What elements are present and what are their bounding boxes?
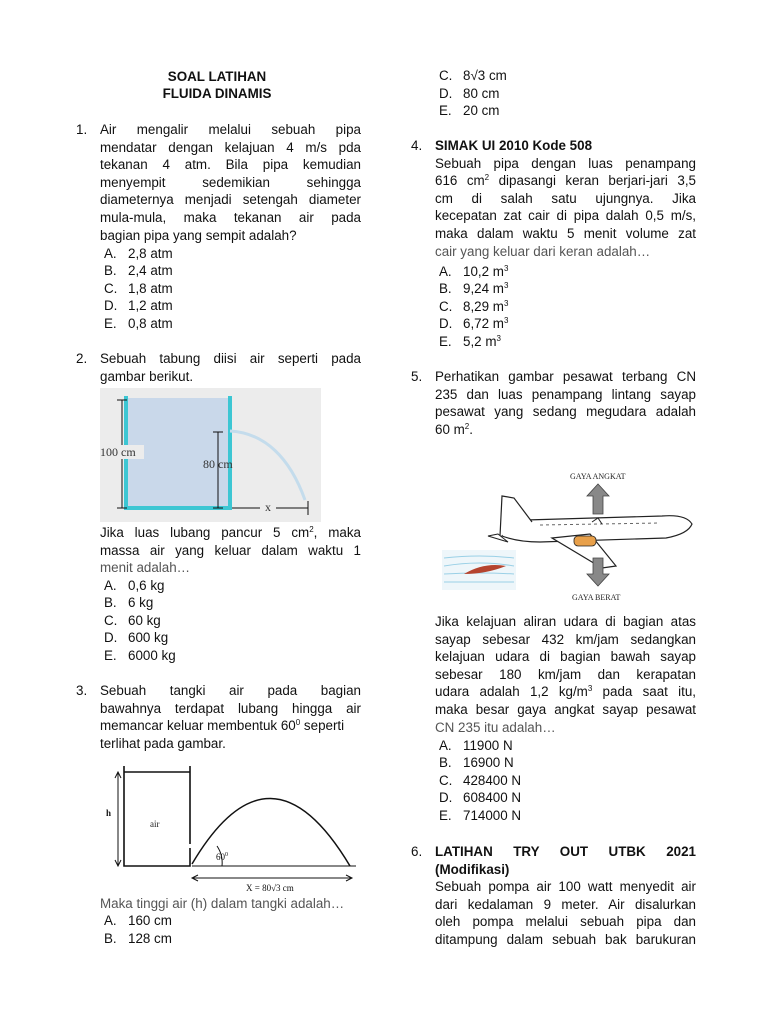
option-e[interactable]: E. 6000 kg [104,648,176,663]
text-line: menyempit sedemikian sehingga [100,174,361,190]
option-a[interactable]: A. 11900 N [439,738,513,753]
text-line: 60 $m^2$. [435,421,473,437]
option-c[interactable]: C. 8√3 cm [439,68,507,83]
question-5-followup [435,613,696,736]
question-4-text [435,137,696,260]
option-b[interactable]: B. 2,4 atm [104,263,173,278]
option-d[interactable]: D. 600 kg [104,630,169,645]
airplane-figure [440,462,700,608]
text-line: dari kedalaman 9 meter. Air disalurkan [435,896,696,912]
tank-jet-figure [100,762,362,896]
text-line: Sebuah tabung diisi air seperti pada [100,351,361,366]
text-line: mendatar dengan kelajuan 4 m/s pda [100,139,361,155]
text-line: memancar keluar membentuk $60^0$ seperti [100,718,345,734]
text-line: Sebuah tangki air pada bagian [100,683,361,698]
text-line: mula-mula, maka tekanan air pada [100,209,361,225]
question-number: 4. [411,138,423,153]
question-3-followup: Maka tinggi air (h) dalam tangki adalah… [100,896,345,911]
question-source: LATIHAN TRY OUT UTBK 2021 [435,844,696,859]
text-line: pesawat yang sedang megudara adalah [435,404,696,420]
text-line: Air mengalir melalui sebuah pipa [100,122,361,137]
option-c[interactable]: C. 428400 N [439,773,522,788]
distance-label: x [265,500,271,514]
question-source: (Modifikasi) [435,861,510,877]
question-6-text [435,843,696,949]
option-e[interactable]: E. 20 cm [439,103,500,118]
question-1-text [100,121,361,244]
option-d[interactable]: D. 608400 N [439,790,522,805]
text-line: oleh pompa melalui sebuah pipa dan [435,914,696,930]
option-b[interactable]: B. 128 cm [104,931,172,946]
text-line: Jika kelajuan aliran udara di bagian atas [435,614,696,629]
text-line: udara adalah 1,2 $kg/m^3$ pada saat itu, [435,684,696,700]
lift-label: GAYA ANGKAT [570,472,626,481]
text-line: Sebuah pompa air 100 watt menyedit air [435,879,696,895]
question-number: 2. [76,351,88,366]
text-line: Sebuah pipa dengan luas penampang [435,155,696,171]
distance-label: X = 80√3 cm [246,883,294,893]
text-line: 235 dan luas penampang lintang sayap [435,386,696,402]
question-5-text [435,368,696,438]
text-line: bawahnya terdapat lubang hingga air [100,700,361,716]
text-line: gambar berikut. [100,368,194,384]
text-line: kelajuan udara di bagian bawah sayap [435,649,696,665]
tank-figure [100,388,321,522]
option-a[interactable]: A. 160 cm [104,913,172,928]
option-a[interactable]: A. 0,6 kg [104,578,165,593]
height-label: 100 cm [100,445,136,459]
option-e[interactable]: E. 0,8 atm [104,316,173,331]
text-line: Jika luas lubang pancur 5 $cm^2$, maka [100,525,361,540]
option-a[interactable]: A. 2,8 atm [104,246,173,261]
question-number: 5. [411,369,423,384]
question-number: 6. [411,844,423,859]
option-b[interactable]: B. 9,24 $m^3$ [439,281,509,296]
text-line: massa air yang keluar dalam waktu 1 [100,542,361,558]
option-c[interactable]: C. 60 kg [104,613,161,628]
text-line: CN 235 itu adalah… [435,719,556,735]
option-d[interactable]: D. 80 cm [439,86,500,101]
text-line: menit adalah… [100,560,191,576]
text-line: kecepatan zat cair di pipa dalah 0,5 m/s, [435,208,696,224]
text-line: ditampung dalam sebuah bak barukuran [435,931,696,947]
option-d[interactable]: D. 1,2 atm [104,298,173,313]
page-subtitle: FLUIDA DINAMIS [162,86,272,101]
text-line: diameternya menjadi setengah diameter [100,192,361,208]
option-e[interactable]: E. 5,2 $m^3$ [439,334,501,349]
text-line: maka dalam waktu 5 menit volume zat [435,225,696,241]
angle-label: $60^0$ [216,852,228,862]
text-line: maka besar gaya angkat sayap pesawat [435,701,696,717]
question-2-followup [100,524,361,577]
option-d[interactable]: D. 6,72 $m^3$ [439,316,509,331]
option-c[interactable]: C. 8,29 $m^3$ [439,299,509,314]
question-2-text [100,350,361,385]
question-number: 3. [76,683,88,698]
text-line: terlihat pada gambar. [100,735,226,751]
option-b[interactable]: B. 6 kg [104,595,154,610]
text-line: sebesar 180 km/jam dan kerapatan [435,666,696,682]
option-a[interactable]: A. 10,2 $m^3$ [439,264,509,279]
hole-height-label: 80 cm [203,457,233,471]
text-line: cm di salah satu ujungnya. Jika [435,190,696,206]
text-line: 616 $cm^2$ dipasangi keran berjari-jari 3,5 [435,173,696,189]
text-line: sayap sebesar 432 km/jam sedangkan [435,631,696,647]
page-title: SOAL LATIHAN [167,69,267,84]
option-c[interactable]: C. 1,8 atm [104,281,173,296]
option-b[interactable]: B. 16900 N [439,755,514,770]
text-line: cair yang keluar dari keran adalah… [435,243,651,259]
text-line: tekanan 4 atm. Bila pipa kemudian [100,157,361,173]
question-3-text [100,682,361,752]
weight-label: GAYA BERAT [572,593,621,602]
h-label: h [106,808,112,818]
text-line: Perhatikan gambar pesawat terbang CN [435,369,696,384]
air-label: air [150,819,160,829]
question-number: 1. [76,122,88,137]
option-e[interactable]: E. 714000 N [439,808,522,823]
question-source: SIMAK UI 2010 Kode 508 [435,138,593,153]
text-line: bagian pipa yang sempit adalah? [100,227,297,243]
